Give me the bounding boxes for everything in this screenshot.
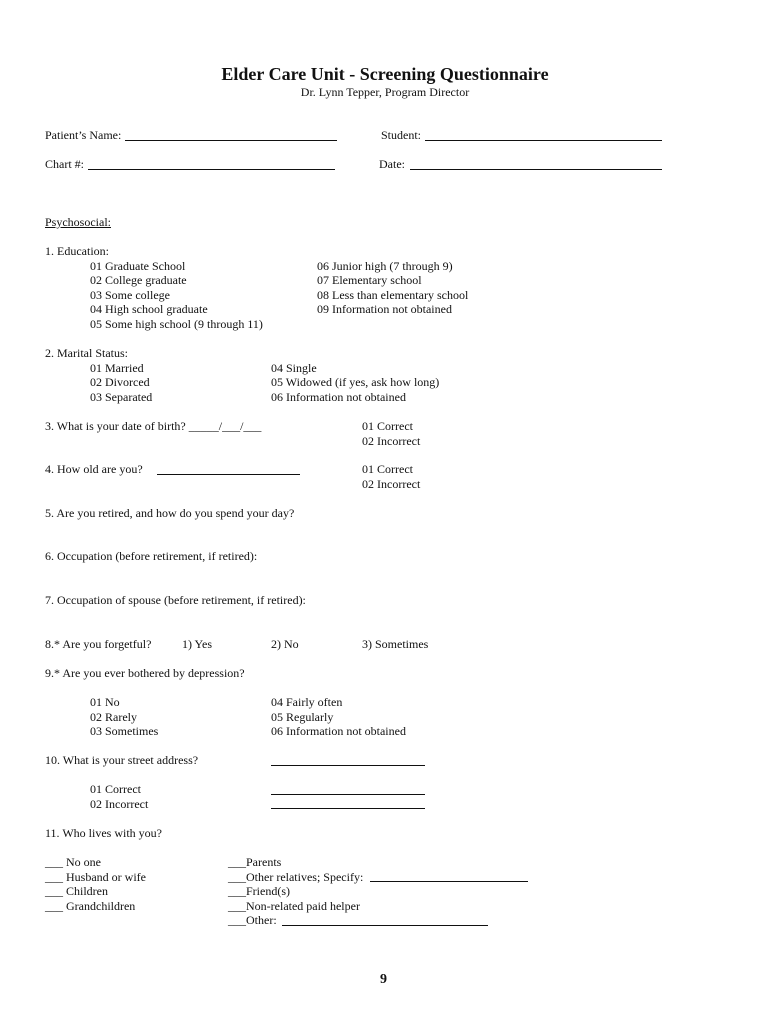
option-item: 01 Correct <box>90 782 141 796</box>
option-item: 05 Widowed (if yes, ask how long) <box>271 375 440 389</box>
option-sometimes: 3) Sometimes <box>362 637 429 651</box>
option-item: ___Other relatives; Specify: <box>228 870 364 884</box>
option-item: ___Other: <box>228 913 277 927</box>
option-item: 07 Elementary school <box>317 273 422 287</box>
street-address-field[interactable] <box>271 765 425 766</box>
question-forgetful: 8.* Are you forgetful? <box>45 637 152 651</box>
question-street-address: 10. What is your street address? <box>45 753 199 767</box>
question-who-lives-with-you: 11. Who lives with you? <box>45 826 162 840</box>
question-education: 1. Education: <box>45 244 109 258</box>
page-title: Elder Care Unit - Screening Questionnaire <box>221 64 549 84</box>
option-item: 06 Junior high (7 through 9) <box>317 259 453 273</box>
page-number: 9 <box>380 972 387 987</box>
option-item: 01 Correct <box>362 462 413 476</box>
option-no: 2) No <box>271 637 299 651</box>
question-age: 4. How old are you? <box>45 462 143 476</box>
age-field[interactable] <box>157 474 300 475</box>
student-label: Student: <box>381 128 422 142</box>
option-item: 02 College graduate <box>90 273 187 287</box>
option-item: 01 Correct <box>362 419 413 433</box>
answer-line[interactable] <box>271 808 425 809</box>
option-item: 03 Separated <box>90 390 153 404</box>
option-item: 06 Information not obtained <box>271 390 406 404</box>
option-item: ___ No one <box>45 855 101 869</box>
question-occupation: 6. Occupation (before retirement, if retired): <box>45 549 258 563</box>
section-heading: Psychosocial: <box>45 215 111 229</box>
option-yes: 1) Yes <box>182 637 213 651</box>
option-item: 02 Rarely <box>90 710 137 724</box>
date-field[interactable] <box>410 169 662 170</box>
option-item: 04 Fairly often <box>271 695 343 709</box>
option-item: 02 Incorrect <box>362 477 421 491</box>
option-item: ___ Grandchildren <box>45 899 136 913</box>
answer-line[interactable] <box>271 794 425 795</box>
question-spouse-occupation: 7. Occupation of spouse (before retirement, if retired): <box>45 593 306 607</box>
other-relatives-field[interactable] <box>370 881 528 882</box>
question-date-of-birth: 3. What is your date of birth? _____/___/___ <box>45 419 262 433</box>
option-item: ___Friend(s) <box>228 884 290 898</box>
other-field[interactable] <box>282 925 488 926</box>
option-item: 06 Information not obtained <box>271 724 406 738</box>
option-item: 05 Regularly <box>271 710 334 724</box>
chart-number-field[interactable] <box>88 169 335 170</box>
option-item: 03 Sometimes <box>90 724 159 738</box>
option-item: 08 Less than elementary school <box>317 288 469 302</box>
patient-name-field[interactable] <box>125 140 337 141</box>
option-item: ___Non-related paid helper <box>228 899 360 913</box>
option-item: 01 Married <box>90 361 144 375</box>
option-item: ___Parents <box>228 855 282 869</box>
chart-number-label: Chart #: <box>45 157 84 171</box>
option-item: 02 Incorrect <box>362 434 421 448</box>
page-subtitle: Dr. Lynn Tepper, Program Director <box>300 85 470 99</box>
option-item: 04 High school graduate <box>90 302 208 316</box>
patient-name-label: Patient’s Name: <box>45 128 122 142</box>
question-depression: 9.* Are you ever bothered by depression? <box>45 666 245 680</box>
option-item: ___ Children <box>45 884 108 898</box>
option-item: 05 Some high school (9 through 11) <box>90 317 263 331</box>
option-item: 09 Information not obtained <box>317 302 452 316</box>
option-item: 04 Single <box>271 361 317 375</box>
option-item: 02 Incorrect <box>90 797 149 811</box>
option-item: 01 No <box>90 695 120 709</box>
option-item: 01 Graduate School <box>90 259 186 273</box>
option-item: 02 Divorced <box>90 375 150 389</box>
option-item: ___ Husband or wife <box>45 870 146 884</box>
date-label: Date: <box>379 157 405 171</box>
student-field[interactable] <box>425 140 662 141</box>
question-marital-status: 2. Marital Status: <box>45 346 128 360</box>
option-item: 03 Some college <box>90 288 170 302</box>
question-retired: 5. Are you retired, and how do you spend your day? <box>45 506 295 520</box>
